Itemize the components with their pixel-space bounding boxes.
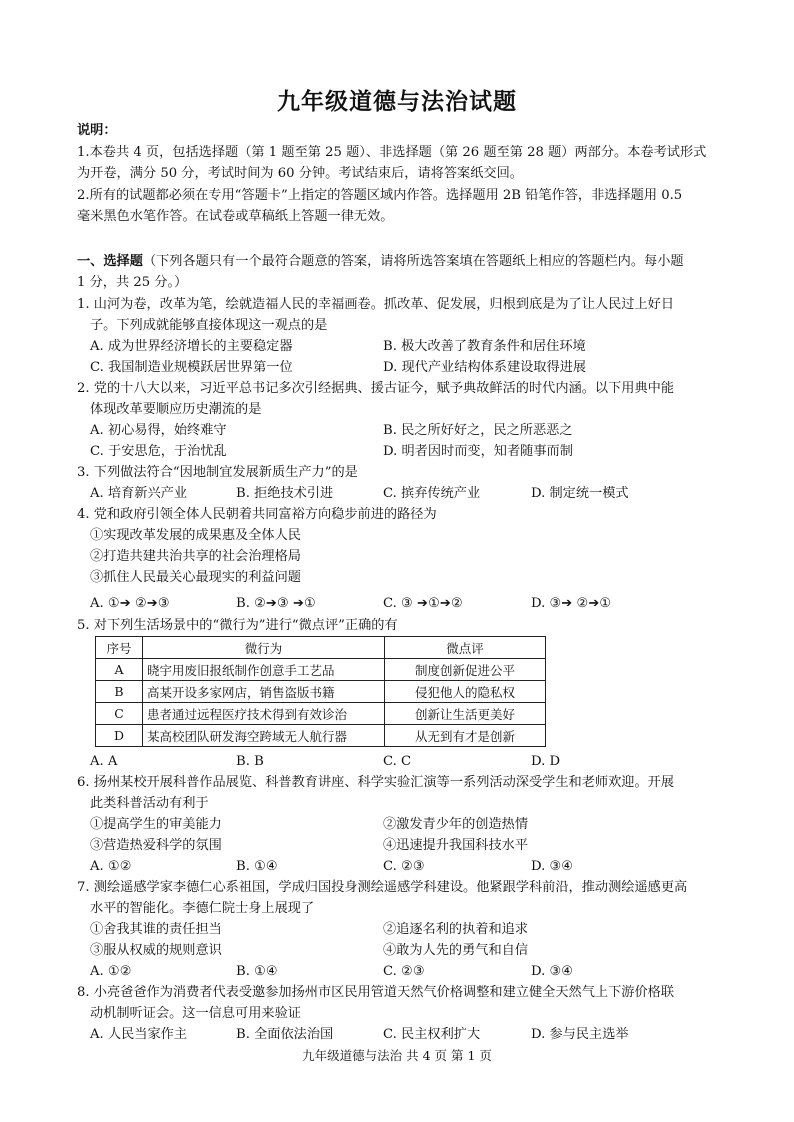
statement: ④迅速提升我国科技水平 (383, 838, 529, 853)
review-table (95, 636, 546, 747)
table-row (96, 681, 546, 703)
question-stem: 8. 小亮爸爸作为消费者代表受邀参加扬州市区民用管道天然气价格调整和建立健全天然气上下游价格联 (77, 985, 675, 1000)
option-b: B. ①④ (236, 964, 278, 979)
instructions-heading: 说明： (77, 123, 117, 138)
question-stem: 4. 党和政府引领全体人民朝着共同富裕方向稳步前进的路径为 (77, 507, 437, 522)
question-stem: 动机制听证会。这一信息可用来验证 (90, 1006, 301, 1021)
option-d: D. ③④ (531, 964, 574, 979)
option-d: D. 明者因时而变，知者随事而制 (383, 444, 573, 459)
page-title: 九年级道德与法治试题 (277, 89, 517, 115)
table-cell: 某高校团队研发海空跨域无人航行器 (143, 725, 385, 747)
option-a: A. 人民当家作主 (90, 1027, 188, 1042)
question-stem: 水平的智能化。李德仁院士身上展现了 (90, 901, 315, 916)
statement: ③抓住人民最关心最现实的利益问题 (90, 570, 301, 585)
table-cell: 创新让生活更美好 (385, 703, 546, 725)
option-a: A. ①② (90, 964, 132, 979)
question-stem: 7. 测绘遥感学家李德仁心系祖国，学成归国投身测绘遥感学科建设。他紧跟学科前沿，推动测绘遥感更高 (77, 880, 688, 895)
table-header: 序号 (96, 637, 143, 659)
option-b: B. ②➔③ ➔① (236, 596, 316, 611)
section-note: （下列各题只有一个最符合题意的答案，请将所选答案填在答题纸上相应的答题栏内。每小题 (142, 254, 684, 269)
table-row (96, 725, 546, 747)
table-cell: C (96, 703, 143, 725)
option-b: B. 民之所好好之，民之所恶恶之 (383, 423, 573, 438)
option-c: C. ②③ (383, 964, 425, 979)
statement: ③服从权威的规则意识 (90, 943, 222, 958)
question-stem: 此类科普活动有利于 (90, 796, 209, 811)
option-c: C. 民主权利扩大 (383, 1027, 481, 1042)
table-cell: 高某开设多家网店，销售盗版书籍 (143, 681, 385, 703)
option-a: A. 培育新兴产业 (90, 486, 188, 501)
instruction-line: 2.所有的试题都必须在专用“答题卡”上指定的答题区域内作答。选择题用 2B 铅笔作答，非选择题用 0.5 (77, 188, 683, 203)
table-cell: 从无到有才是创新 (385, 725, 546, 747)
statement: ②打造共建共治共享的社会治理格局 (90, 549, 301, 564)
option-d: D. 制定统一模式 (531, 486, 629, 501)
table-cell: 制度创新促进公平 (385, 659, 546, 681)
page-footer: 九年级道德与法治 共 4 页 第 1 页 (302, 1048, 492, 1063)
option-b: B. ①④ (236, 859, 278, 874)
option-b: B. 极大改善了教育条件和居住环境 (383, 339, 586, 354)
statement: ②追逐名利的执着和追求 (383, 922, 529, 937)
option-c: C. C (383, 754, 412, 769)
table-cell: D (96, 725, 143, 747)
instruction-line: 1.本卷共 4 页，包括选择题（第 1 题至第 25 题）、非选择题（第 26 题至第 28 题）两部分。本卷考试形式 (77, 145, 707, 160)
section-heading (77, 252, 684, 272)
question-stem: 3. 下列做法符合“因地制宜发展新质生产力”的是 (77, 465, 358, 480)
statement: ①实现改革发展的成果惠及全体人民 (90, 528, 301, 543)
table-row (96, 659, 546, 681)
option-a: A. ①② (90, 859, 132, 874)
section-note-line: 1 分，共 25 分。） (77, 275, 188, 290)
table-cell: A (96, 659, 143, 681)
statement: ①提高学生的审美能力 (90, 817, 222, 832)
statement: ③营造热爱科学的氛围 (90, 838, 222, 853)
option-c: C. ②③ (383, 859, 425, 874)
table-cell: 患者通过远程医疗技术得到有效诊治 (143, 703, 385, 725)
statement: ①舍我其谁的责任担当 (90, 922, 222, 937)
question-stem: 6. 扬州某校开展科普作品展览、科普教育讲座、科学实验汇演等一系列活动深受学生和老师欢迎。开展 (77, 775, 675, 790)
option-d: D. 现代产业结构体系建设取得进展 (383, 360, 587, 375)
question-stem: 体现改革要顺应历史潮流的是 (90, 402, 262, 417)
option-a: A. 初心易得，始终难守 (90, 423, 227, 438)
table-header: 微行为 (143, 637, 385, 659)
option-b: B. 拒绝技术引进 (236, 486, 334, 501)
table-header: 微点评 (385, 637, 546, 659)
table-header-row (96, 637, 546, 659)
statement: ④敢为人先的勇气和自信 (383, 943, 529, 958)
section-label: 一、选择题 (77, 254, 143, 269)
option-d: D. D (531, 754, 561, 769)
question-stem: 5. 对下列生活场景中的“微行为”进行“微点评”正确的有 (77, 618, 398, 633)
option-b: B. B (236, 754, 264, 769)
option-d: D. ③④ (531, 859, 574, 874)
question-stem: 2. 党的十八大以来，习近平总书记多次引经据典、援古证今，赋予典故鲜活的时代内涵。以下用典中能 (77, 381, 675, 396)
option-c: C. 摈弃传统产业 (383, 486, 481, 501)
table-cell: B (96, 681, 143, 703)
option-a: A. ①➔ ②➔③ (90, 596, 170, 611)
option-a: A. 成为世界经济增长的主要稳定器 (90, 339, 293, 354)
option-c: C. ③ ➔①➔② (383, 596, 463, 611)
option-c: C. 我国制造业规模跃居世界第一位 (90, 360, 293, 375)
instruction-line: 为开卷，满分 50 分，考试时间为 60 分钟。考试结束后，请将答案纸交回。 (77, 166, 523, 181)
option-d: D. 参与民主选举 (531, 1027, 629, 1042)
question-stem: 子。下列成就能够直接体现这一观点的是 (90, 318, 328, 333)
instruction-line: 毫米黑色水笔作答。在试卷或草稿纸上答题一律无效。 (77, 209, 394, 224)
option-d: D. ③➔ ②➔① (531, 596, 612, 611)
option-b: B. 全面依法治国 (236, 1027, 334, 1042)
option-c: C. 于安思危，于治忧乱 (90, 444, 227, 459)
table-row (96, 703, 546, 725)
table-cell: 晓宇用废旧报纸制作创意手工艺品 (143, 659, 385, 681)
statement: ②激发青少年的创造热情 (383, 817, 529, 832)
question-stem: 1. 山河为卷，改革为笔，绘就造福人民的幸福画卷。抓改革、促发展，归根到底是为了让人民过上好日 (77, 297, 675, 312)
table-cell: 侵犯他人的隐私权 (385, 681, 546, 703)
option-a: A. A (90, 754, 118, 769)
